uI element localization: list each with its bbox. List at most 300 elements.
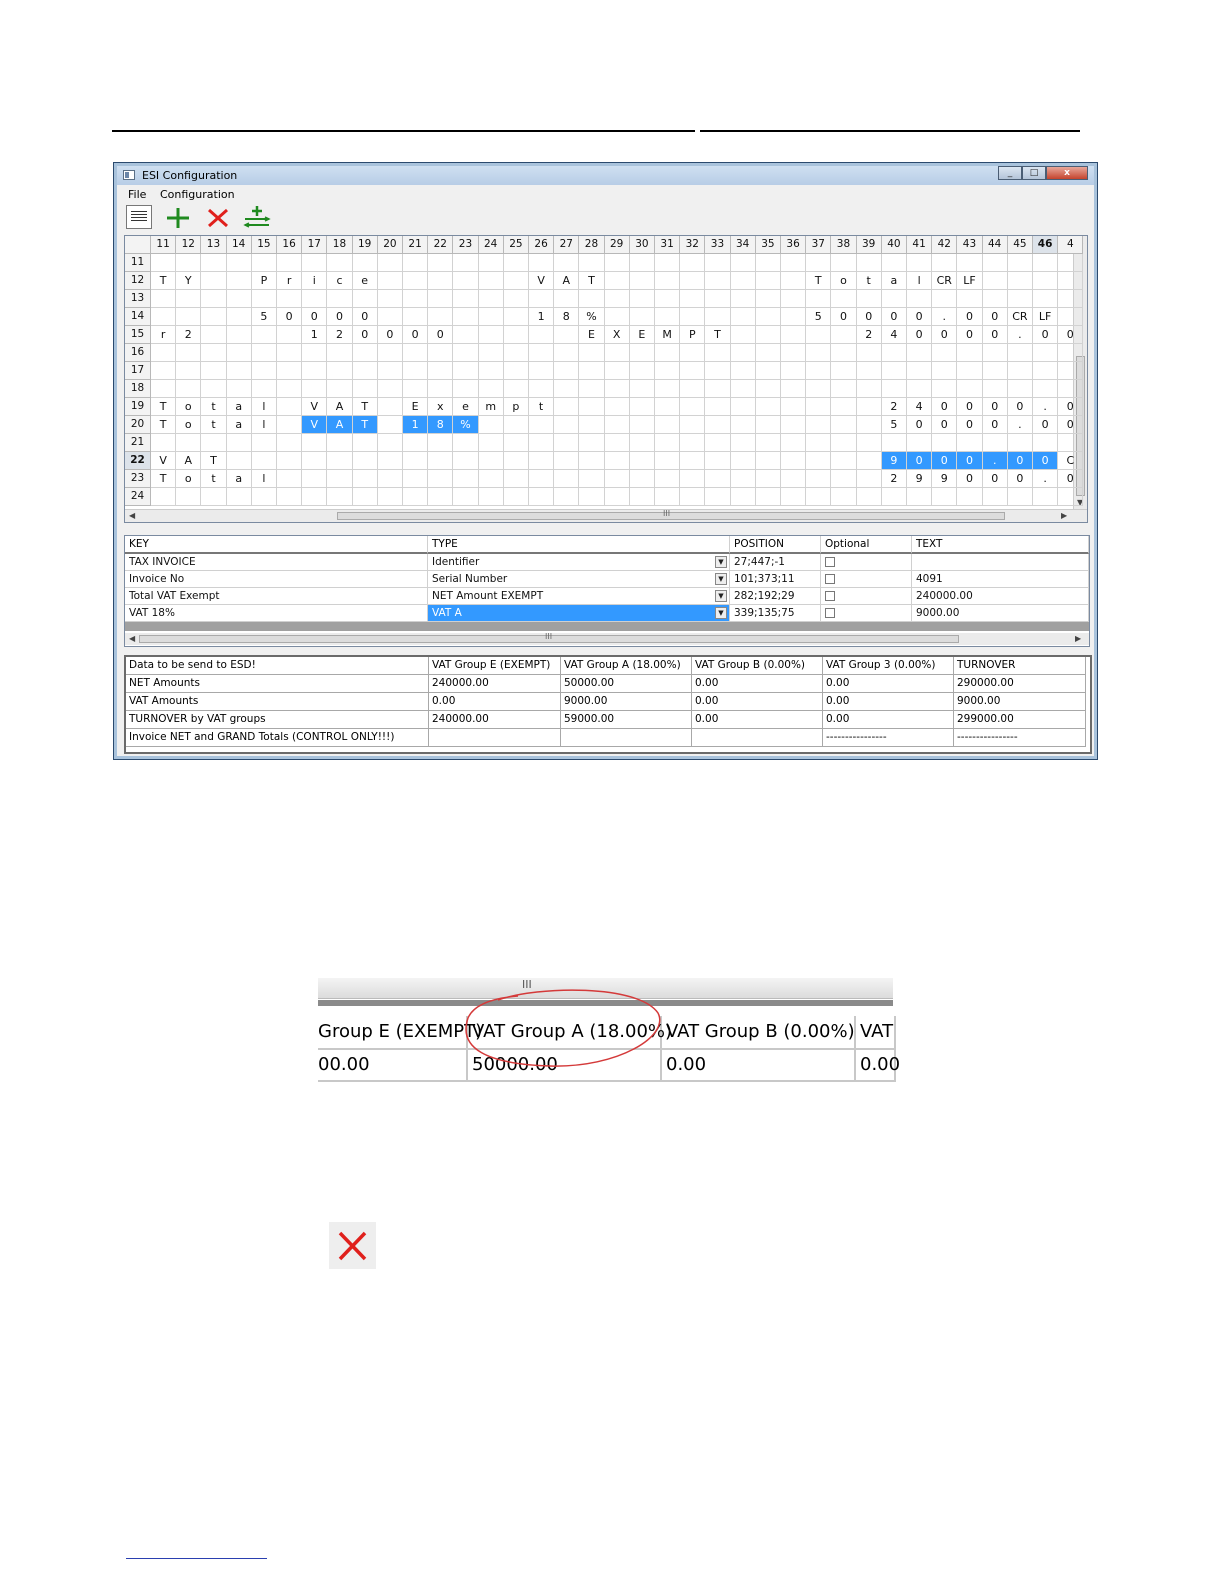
grid-cell[interactable] — [201, 434, 226, 452]
grid-cell[interactable] — [781, 290, 806, 308]
grid-cell[interactable] — [378, 362, 403, 380]
grid-cell[interactable] — [403, 308, 428, 326]
position-cell[interactable]: 339;135;75 — [730, 605, 821, 622]
grid-cell[interactable] — [630, 398, 655, 416]
grid-cell[interactable] — [554, 254, 579, 272]
column-header[interactable]: 37 — [806, 236, 831, 254]
grid-cell[interactable] — [756, 380, 781, 398]
grid-cell[interactable] — [806, 452, 831, 470]
column-header[interactable]: 11 — [151, 236, 176, 254]
grid-cell[interactable] — [302, 380, 327, 398]
grid-cell[interactable] — [176, 434, 201, 452]
grid-cell[interactable] — [227, 380, 252, 398]
type-select[interactable]: Serial Number ▼ — [428, 571, 730, 588]
grid-cell[interactable]: t — [201, 398, 226, 416]
grid-cell[interactable]: V — [151, 452, 176, 470]
grid-cell[interactable] — [151, 488, 176, 506]
grid-cell[interactable] — [907, 380, 932, 398]
grid-cell[interactable]: 5 — [806, 308, 831, 326]
grid-cell[interactable] — [806, 362, 831, 380]
column-header[interactable]: 19 — [353, 236, 378, 254]
grid-cell[interactable] — [428, 290, 453, 308]
grid-cell[interactable] — [252, 326, 277, 344]
grid-cell[interactable]: 0 — [1033, 326, 1058, 344]
grid-cell[interactable] — [1033, 434, 1058, 452]
grid-cell[interactable]: 4 — [907, 398, 932, 416]
column-header[interactable]: 21 — [403, 236, 428, 254]
grid-cell[interactable]: o — [176, 470, 201, 488]
grid-cell[interactable] — [655, 272, 680, 290]
grid-cell[interactable] — [302, 362, 327, 380]
grid-cell[interactable] — [756, 272, 781, 290]
grid-cell[interactable] — [781, 362, 806, 380]
grid-cell[interactable]: A — [327, 416, 352, 434]
grid-cell[interactable] — [579, 344, 604, 362]
grid-cell[interactable] — [781, 380, 806, 398]
grid-cell[interactable] — [302, 290, 327, 308]
grid-cell[interactable] — [806, 344, 831, 362]
grid-cell[interactable] — [857, 344, 882, 362]
grid-cell[interactable] — [705, 272, 730, 290]
grid-cell[interactable] — [731, 326, 756, 344]
grid-cell[interactable] — [831, 470, 856, 488]
grid-cell[interactable] — [857, 416, 882, 434]
grid-cell[interactable] — [529, 290, 554, 308]
dropdown-arrow-icon[interactable]: ▼ — [715, 590, 727, 602]
grid-cell[interactable]: a — [227, 416, 252, 434]
optional-cell[interactable] — [821, 554, 912, 571]
grid-cell[interactable]: Y — [176, 272, 201, 290]
grid-cell[interactable] — [579, 290, 604, 308]
grid-cell[interactable] — [579, 254, 604, 272]
grid-cell[interactable] — [227, 272, 252, 290]
grid-cell[interactable] — [983, 344, 1008, 362]
grid-cell[interactable] — [1033, 488, 1058, 506]
grid-cell[interactable] — [781, 434, 806, 452]
grid-cell[interactable] — [529, 470, 554, 488]
grid-cell[interactable] — [252, 434, 277, 452]
grid-cell[interactable] — [453, 290, 478, 308]
menu-configuration[interactable]: Configuration — [160, 188, 235, 201]
grid-cell[interactable] — [554, 380, 579, 398]
grid-cell[interactable] — [932, 344, 957, 362]
grid-cell[interactable] — [453, 470, 478, 488]
grid-cell[interactable] — [605, 452, 630, 470]
grid-cell[interactable] — [605, 416, 630, 434]
grid-cell[interactable]: 0 — [1008, 398, 1033, 416]
grid-cell[interactable] — [403, 452, 428, 470]
grid-cell[interactable] — [983, 290, 1008, 308]
grid-cell[interactable] — [1033, 290, 1058, 308]
grid-cell[interactable] — [806, 254, 831, 272]
grid-cell[interactable]: c — [327, 272, 352, 290]
row-header[interactable]: 11 — [125, 254, 151, 272]
grid-cell[interactable]: 0 — [1033, 452, 1058, 470]
column-header[interactable]: 32 — [680, 236, 705, 254]
column-header[interactable]: 26 — [529, 236, 554, 254]
grid-cell[interactable] — [252, 344, 277, 362]
type-select[interactable]: NET Amount EXEMPT ▼ — [428, 588, 730, 605]
grid-cell[interactable] — [605, 290, 630, 308]
grid-cell[interactable]: 1 — [302, 326, 327, 344]
remove-icon[interactable] — [204, 205, 232, 231]
grid-cell[interactable]: 0 — [983, 470, 1008, 488]
column-header[interactable]: 42 — [932, 236, 957, 254]
grid-cell[interactable] — [302, 434, 327, 452]
column-header[interactable]: 29 — [605, 236, 630, 254]
grid-cell[interactable] — [831, 326, 856, 344]
grid-cell[interactable] — [277, 380, 302, 398]
grid-cell[interactable] — [529, 488, 554, 506]
grid-cell[interactable] — [504, 362, 529, 380]
grid-cell[interactable] — [680, 488, 705, 506]
grid-cell[interactable] — [378, 344, 403, 362]
grid-cell[interactable] — [630, 362, 655, 380]
grid-cell[interactable]: 0 — [932, 452, 957, 470]
grid-cell[interactable]: V — [529, 272, 554, 290]
grid-cell[interactable] — [1008, 362, 1033, 380]
grid-cell[interactable] — [957, 380, 982, 398]
grid-cell[interactable] — [806, 488, 831, 506]
column-header[interactable]: 14 — [227, 236, 252, 254]
grid-cell[interactable] — [983, 362, 1008, 380]
grid-cell[interactable] — [831, 416, 856, 434]
grid-cell[interactable] — [781, 326, 806, 344]
grid-cell[interactable] — [831, 398, 856, 416]
grid-cell[interactable] — [756, 452, 781, 470]
grid-cell[interactable] — [680, 290, 705, 308]
grid-cell[interactable] — [252, 362, 277, 380]
grid-cell[interactable]: 0 — [1008, 452, 1033, 470]
optional-checkbox[interactable] — [825, 574, 835, 584]
grid-cell[interactable]: 1 — [403, 416, 428, 434]
grid-cell[interactable]: T — [353, 416, 378, 434]
grid-cell[interactable] — [781, 254, 806, 272]
grid-cell[interactable]: e — [353, 272, 378, 290]
column-header[interactable]: 36 — [781, 236, 806, 254]
grid-cell[interactable] — [428, 344, 453, 362]
grid-cell[interactable] — [428, 488, 453, 506]
grid-cell[interactable] — [932, 290, 957, 308]
grid-cell[interactable]: 0 — [957, 470, 982, 488]
grid-cell[interactable]: t — [201, 470, 226, 488]
grid-cell[interactable] — [756, 326, 781, 344]
column-header[interactable]: 4 — [1058, 236, 1083, 254]
grid-cell[interactable] — [504, 344, 529, 362]
row-header[interactable]: 13 — [125, 290, 151, 308]
grid-cell[interactable] — [731, 308, 756, 326]
minimize-button[interactable]: _ — [998, 166, 1022, 180]
grid-cell[interactable] — [479, 272, 504, 290]
grid-cell[interactable] — [479, 470, 504, 488]
grid-cell[interactable] — [327, 434, 352, 452]
grid-cell[interactable] — [806, 470, 831, 488]
column-header[interactable]: 31 — [655, 236, 680, 254]
grid-cell[interactable]: M — [655, 326, 680, 344]
grid-cell[interactable] — [504, 416, 529, 434]
grid-cell[interactable] — [327, 380, 352, 398]
grid-cell[interactable]: E — [403, 398, 428, 416]
grid-cell[interactable] — [983, 488, 1008, 506]
grid-cell[interactable] — [554, 290, 579, 308]
grid-cell[interactable] — [857, 398, 882, 416]
grid-cell[interactable] — [428, 452, 453, 470]
grid-cell[interactable]: 0 — [857, 308, 882, 326]
grid-cell[interactable] — [479, 416, 504, 434]
grid-cell[interactable] — [579, 470, 604, 488]
grid-cell[interactable] — [1008, 290, 1033, 308]
grid-cell[interactable] — [705, 452, 730, 470]
grid-cell[interactable] — [151, 254, 176, 272]
grid-cell[interactable]: 0 — [1058, 416, 1083, 434]
grid-cell[interactable]: T — [151, 470, 176, 488]
grid-cell[interactable] — [252, 290, 277, 308]
grid-cell[interactable] — [781, 308, 806, 326]
grid-cell[interactable] — [302, 254, 327, 272]
grid-cell[interactable]: 4 — [882, 326, 907, 344]
grid-cell[interactable] — [857, 470, 882, 488]
grid-cell[interactable] — [605, 380, 630, 398]
grid-cell[interactable] — [327, 488, 352, 506]
grid-cell[interactable] — [554, 362, 579, 380]
grid-cell[interactable] — [277, 488, 302, 506]
grid-cell[interactable] — [680, 434, 705, 452]
position-cell[interactable]: 101;373;11 — [730, 571, 821, 588]
grid-cell[interactable] — [403, 362, 428, 380]
grid-cell[interactable] — [1008, 380, 1033, 398]
grid-cell[interactable] — [378, 380, 403, 398]
grid-cell[interactable] — [756, 254, 781, 272]
grid-cell[interactable] — [655, 416, 680, 434]
grid-cell[interactable] — [857, 254, 882, 272]
grid-cell[interactable]: 5 — [882, 416, 907, 434]
grid-cell[interactable] — [957, 290, 982, 308]
grid-cell[interactable]: % — [579, 308, 604, 326]
type-select[interactable]: Identifier ▼ — [428, 554, 730, 571]
document-icon[interactable] — [126, 205, 152, 229]
grid-cell[interactable]: a — [227, 470, 252, 488]
grid-cell[interactable] — [1058, 272, 1083, 290]
grid-cell[interactable] — [403, 254, 428, 272]
grid-cell[interactable] — [1033, 272, 1058, 290]
grid-cell[interactable]: . — [932, 308, 957, 326]
grid-cell[interactable] — [227, 362, 252, 380]
grid-cell[interactable] — [655, 344, 680, 362]
grid-cell[interactable] — [277, 344, 302, 362]
row-header[interactable]: 14 — [125, 308, 151, 326]
row-header[interactable]: 17 — [125, 362, 151, 380]
grid-cell[interactable]: 0 — [1058, 470, 1083, 488]
grid-cell[interactable] — [705, 416, 730, 434]
grid-cell[interactable] — [705, 380, 730, 398]
grid-cell[interactable] — [655, 362, 680, 380]
grid-cell[interactable] — [630, 308, 655, 326]
grid-cell[interactable] — [1033, 254, 1058, 272]
grid-cell[interactable] — [378, 272, 403, 290]
grid-cell[interactable] — [630, 344, 655, 362]
grid-cell[interactable]: 2 — [327, 326, 352, 344]
grid-cell[interactable]: 0 — [302, 308, 327, 326]
grid-cell[interactable] — [151, 380, 176, 398]
grid-cell[interactable] — [756, 308, 781, 326]
grid-cell[interactable] — [353, 290, 378, 308]
grid-cell[interactable] — [579, 452, 604, 470]
grid-cell[interactable] — [781, 344, 806, 362]
grid-cell[interactable] — [655, 470, 680, 488]
grid-cell[interactable] — [201, 290, 226, 308]
grid-cell[interactable] — [479, 344, 504, 362]
grid-cell[interactable] — [630, 290, 655, 308]
column-header[interactable]: 38 — [831, 236, 856, 254]
grid-cell[interactable]: T — [151, 272, 176, 290]
column-header[interactable]: 34 — [731, 236, 756, 254]
grid-cell[interactable] — [529, 452, 554, 470]
grid-cell[interactable]: 0 — [957, 326, 982, 344]
grid-cell[interactable] — [756, 398, 781, 416]
grid-cell[interactable]: 8 — [428, 416, 453, 434]
grid-cell[interactable] — [403, 488, 428, 506]
grid-cell[interactable] — [227, 254, 252, 272]
column-header[interactable]: 43 — [957, 236, 982, 254]
row-header[interactable]: 21 — [125, 434, 151, 452]
grid-cell[interactable] — [630, 272, 655, 290]
grid-cell[interactable]: . — [1008, 326, 1033, 344]
column-header[interactable]: 39 — [857, 236, 882, 254]
grid-cell[interactable] — [731, 254, 756, 272]
grid-cell[interactable]: A — [327, 398, 352, 416]
grid-cell[interactable] — [1058, 290, 1083, 308]
grid-cell[interactable] — [731, 362, 756, 380]
grid-cell[interactable] — [227, 326, 252, 344]
grid-cell[interactable] — [1033, 380, 1058, 398]
grid-cell[interactable] — [277, 290, 302, 308]
grid-cell[interactable] — [680, 398, 705, 416]
key-table-scrollbar[interactable]: ◀ III ▶ — [125, 633, 1089, 645]
grid-cell[interactable] — [605, 488, 630, 506]
grid-cell[interactable] — [579, 434, 604, 452]
column-header[interactable]: 13 — [201, 236, 226, 254]
grid-cell[interactable] — [1008, 434, 1033, 452]
grid-cell[interactable] — [403, 344, 428, 362]
grid-cell[interactable] — [831, 344, 856, 362]
grid-cell[interactable] — [756, 290, 781, 308]
column-header[interactable]: 41 — [907, 236, 932, 254]
grid-cell[interactable]: 0 — [353, 326, 378, 344]
grid-cell[interactable]: 5 — [252, 308, 277, 326]
grid-cell[interactable] — [630, 434, 655, 452]
grid-cell[interactable] — [277, 398, 302, 416]
grid-horizontal-scrollbar[interactable]: ◀ III ▶ — [125, 509, 1087, 522]
grid-cell[interactable] — [655, 488, 680, 506]
grid-cell[interactable]: 9 — [907, 470, 932, 488]
grid-cell[interactable] — [957, 344, 982, 362]
grid-cell[interactable] — [781, 416, 806, 434]
grid-cell[interactable] — [151, 434, 176, 452]
position-cell[interactable]: 27;447;-1 — [730, 554, 821, 571]
grid-cell[interactable] — [479, 254, 504, 272]
grid-cell[interactable]: CR — [932, 272, 957, 290]
column-header[interactable]: 20 — [378, 236, 403, 254]
add-icon[interactable] — [164, 205, 192, 231]
grid-cell[interactable] — [655, 434, 680, 452]
column-header[interactable]: 12 — [176, 236, 201, 254]
grid-cell[interactable] — [983, 254, 1008, 272]
column-header[interactable]: 33 — [705, 236, 730, 254]
grid-cell[interactable] — [277, 326, 302, 344]
grid-cell[interactable]: 1 — [529, 308, 554, 326]
grid-cell[interactable] — [831, 488, 856, 506]
grid-cell[interactable] — [227, 290, 252, 308]
grid-cell[interactable] — [504, 272, 529, 290]
grid-cell[interactable]: 0 — [957, 308, 982, 326]
grid-cell[interactable] — [327, 344, 352, 362]
grid-cell[interactable] — [403, 434, 428, 452]
grid-cell[interactable]: CR — [1008, 308, 1033, 326]
grid-cell[interactable] — [907, 362, 932, 380]
grid-cell[interactable] — [983, 380, 1008, 398]
grid-cell[interactable] — [781, 452, 806, 470]
grid-cell[interactable] — [983, 272, 1008, 290]
grid-cell[interactable] — [1058, 254, 1083, 272]
grid-cell[interactable] — [252, 380, 277, 398]
grid-cell[interactable] — [504, 452, 529, 470]
grid-cell[interactable] — [1033, 362, 1058, 380]
grid-cell[interactable]: 9 — [882, 452, 907, 470]
grid-cell[interactable] — [756, 434, 781, 452]
grid-cell[interactable] — [327, 470, 352, 488]
grid-cell[interactable] — [353, 254, 378, 272]
key-table-scroll-thumb[interactable] — [139, 632, 959, 643]
column-header[interactable]: 17 — [302, 236, 327, 254]
grid-cell[interactable] — [907, 488, 932, 506]
position-cell[interactable]: 282;192;29 — [730, 588, 821, 605]
grid-cell[interactable]: . — [1033, 398, 1058, 416]
row-header[interactable]: 20 — [125, 416, 151, 434]
text-cell[interactable]: 9000.00 — [912, 605, 1089, 622]
grid-cell[interactable] — [201, 254, 226, 272]
grid-cell[interactable] — [680, 380, 705, 398]
grid-cell[interactable]: T — [353, 398, 378, 416]
grid-cell[interactable] — [277, 452, 302, 470]
grid-cell[interactable] — [731, 344, 756, 362]
grid-cell[interactable] — [731, 452, 756, 470]
optional-checkbox[interactable] — [825, 591, 835, 601]
grid-cell[interactable] — [529, 416, 554, 434]
row-header[interactable]: 23 — [125, 470, 151, 488]
grid-cell[interactable] — [327, 362, 352, 380]
grid-cell[interactable] — [479, 488, 504, 506]
grid-cell[interactable]: 0 — [983, 398, 1008, 416]
row-header[interactable]: 24 — [125, 488, 151, 506]
grid-cell[interactable] — [378, 434, 403, 452]
grid-cell[interactable]: V — [302, 416, 327, 434]
grid-cell[interactable] — [630, 488, 655, 506]
grid-cell[interactable] — [277, 254, 302, 272]
grid-cell[interactable]: 2 — [176, 326, 201, 344]
grid-cell[interactable]: 0 — [327, 308, 352, 326]
grid-cell[interactable] — [781, 272, 806, 290]
grid-cell[interactable] — [630, 470, 655, 488]
grid-cell[interactable]: T — [201, 452, 226, 470]
grid-cell[interactable] — [731, 488, 756, 506]
row-header[interactable]: 22 — [125, 452, 151, 470]
grid-cell[interactable] — [731, 470, 756, 488]
grid-cell[interactable] — [579, 488, 604, 506]
grid-cell[interactable] — [655, 308, 680, 326]
grid-cell[interactable]: C — [1058, 452, 1083, 470]
column-header[interactable]: 18 — [327, 236, 352, 254]
grid-cell[interactable] — [857, 488, 882, 506]
